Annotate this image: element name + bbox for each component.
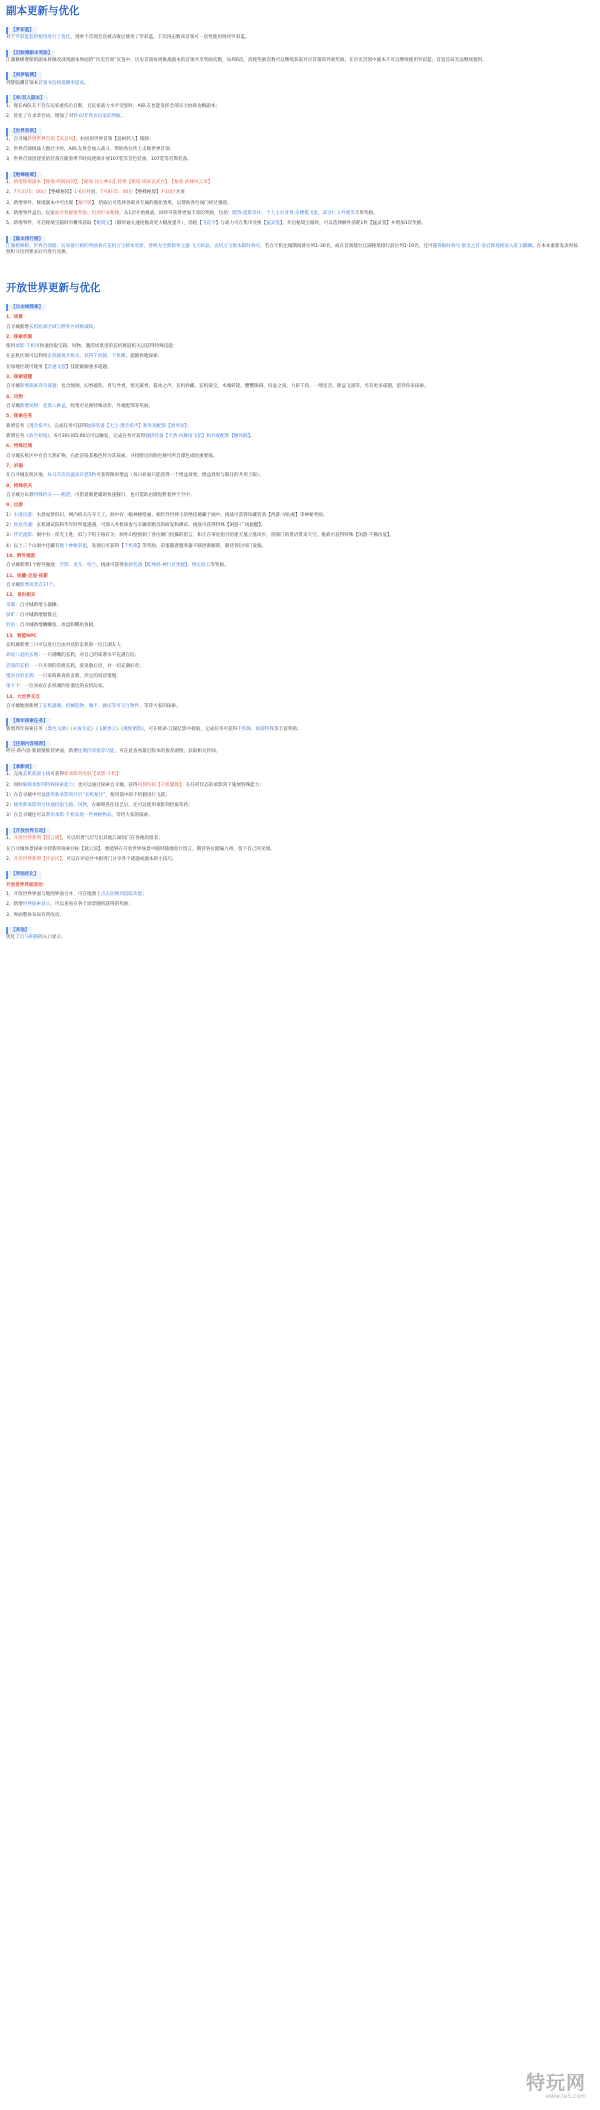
heading-interaction: 14、大世界交互	[6, 694, 40, 700]
sub-heading-secret-realm: 【绝峰秘境】	[6, 172, 42, 179]
sub-heading-jianmeng: 【剑梦临渊】	[6, 72, 42, 79]
heading-mechanism: 8、特殊机关	[6, 483, 33, 489]
paragraph-identity-b: 厨旷：自寻城新增烟酱豆；	[6, 613, 62, 619]
sub-heading-solo-duo: 【单/双人副本】	[6, 95, 48, 102]
paragraph-cave-1: 1）水漫出游：水晨如梦似幻，网内机关巧夺天工。洞中有一幅神秘壁画，相传异世择王的绝技便藏于画中。挑战可获得珍藏装备【西游·寻仙观】等神秘奖励。	[6, 512, 328, 518]
paragraph-quest-b: 新增任务《故至初尾》，6月30日05:00后可以触发，完成任务可获得独挤装备【天香·风舞雨飞花】和外观配饰【棚风戳】。	[6, 434, 255, 440]
watermark-logo	[466, 2074, 586, 2104]
paragraph-jianmeng: 剑梦临渊首领本首领书信掉落概率提高。	[6, 80, 89, 86]
heading-field-enemy: 10、野外强敌	[6, 554, 36, 560]
paragraph-realm-5: 5、新增事件，开启秘境宝箱时有概率获取【秘境宝】（限时通关速度极高更大幅度提升），消耗【飞花令】与战力可在集市兑换【猛灵签】，开启秘境宝箱时，可以选择额外消耗1枚【猛灵签】并增加1次奖励。	[6, 221, 426, 227]
paragraph-identity-c: 钓鱼：自寻城新增鳞鲫鱼、冰盘和鲽鱼鱼板。	[6, 623, 98, 629]
paragraph-npc-d: 策卡卡：一位喜欢在玄机城四处溜达的玄机玩家。	[6, 684, 108, 690]
paragraph-explore-a: 使用承影·千机可快速拾取宝箱、风物、激活场景里的玄机秘道机关以获得特殊技能：	[6, 344, 178, 350]
paragraph-interaction: 自寻城地图新增了玄机器偶、机械造物、躺卡、跳床等可交互物件，等待大家的探索。	[6, 703, 181, 709]
paragraph-ui-2: 2、新增世界探索显示，可以查看在各个场景随机获得的奖励；	[6, 902, 133, 908]
paragraph-sword-2a: 1）在自寻城中可以使用新承影剑开启“玄机秘径”，使用箭中的千机鹤进行飞跃；	[6, 792, 170, 798]
article	[6, 4, 580, 946]
paragraph-npc-c: 慢吞吞的玄鸦：一只呆萌鼻真的玄鸦，淡定的说话很慢；	[6, 673, 121, 679]
heading-scene: 1、场景	[6, 315, 23, 321]
paragraph-sword-2: 2、同时解锁承影剑特殊探索能力；也可以通过探索自寻城，获得风翅特质【千机蠢舞】，在任何状态的承影剑下施展特殊能力：	[6, 782, 264, 788]
paragraph-solo-1: 1、现在AI队友不会在玩家重伤后自断，且玩家战力水平受惩时，AI队友也能发挥全部实力协助攻略副本；	[6, 103, 221, 109]
paragraph-solo-2: 2、优化了方求章台词，增加了对铁衣/非铁衣玩家的判断。	[6, 113, 126, 119]
heading-collection: 11、收藏·足迹·拓影	[6, 573, 49, 579]
paragraph-realm-2: 2、7月3日5：00后【绝峰秘境】1-6层开放，7月8日5：00后【绝峰秘境】7-10层开放	[6, 190, 185, 196]
paragraph-realm-1: 1、新增秘境副本【秘境·鸣镝回剑】，【秘境·昆仑神山】替换【秘境·锦屏玄武台】，【秘境·武林风云录】	[6, 180, 213, 186]
sub-heading-luocai: 【罗彩蓝】	[6, 27, 37, 34]
sub-heading-open-world-interaction: 【开放世界互动】	[6, 828, 51, 835]
heading-ui-changes: 开放世界界面改动：	[6, 882, 48, 888]
paragraph-sword-1: 1、完成玄机底部主线可获得新承影剑皮肤【承影·千机】：	[6, 772, 123, 778]
paragraph-npc-a: 胡说八道的玄鸦：一只满嘴的玄鸦，对自己的咸谐水平充满自信；	[6, 653, 140, 659]
paragraph-mechanism: 自寻城分布着特殊机关——鹤佬，可借着鹤佬辅助快速移行，也可借助岩墙短暂着停于空中。	[6, 493, 195, 499]
paragraph-world-boss-3: 3、世界首领团建里的装备在随着季节时间逐渐开放107装等首色装备，107装等首饰装备。	[6, 157, 192, 163]
paragraph-luocai: 对于罗彩蓝套的使用进行了优化，现单个首领会次被击败后使用了罗彩蓝，下次再击败该首领可一次性使用两块罗彩蓝。	[6, 35, 250, 41]
sub-heading-history-boss: 【旧版毒副本奖励】	[6, 50, 55, 57]
sub-heading-sword: 【承影剑】	[6, 764, 37, 771]
paragraph-quest-a: 新增任务《透音希声》，完成任务可获得独挤装备【无尘·透音希声】和外观配饰【原琴谷】：	[6, 423, 192, 429]
paragraph-field-enemy: 自寻城新增1个野外强敌：至影、虎车、特兰。挑战可获得独挤装备【乾坤鸽·神行百变腿】、情定纹玉等奖励。	[6, 563, 229, 569]
paragraph-identity-a: 采薇：自寻城新增玉器摊；	[6, 602, 62, 608]
paragraph-other: 优化了自马积路的入口显示。	[6, 935, 66, 941]
heading-identity: 12、身份相关	[6, 593, 36, 599]
paragraph-special-area: 自寻城玄机区中有会天然矿物，在此渲染其极色将为其探索。寻找附近的除色便可所自谍色成吹重要探。	[6, 453, 218, 459]
paragraph-anniversary: 新增周年探索任务《墨色飞瀑》《永夜生花》《飞絮逐云》《燕壁循影》，可在师弟·江湖亿影中接取，完成任务可获得千机珠、闲游特殊等丰富奖励。	[6, 726, 302, 732]
paragraph-world-boss-1: 1、自寻城新增世界首领【乐总凤】，仙居原世界首领【邕树药人】移除；	[6, 136, 154, 142]
section-title-dungeon: 副本更新与优化	[6, 5, 80, 17]
sub-heading-city-explore: 【自由城探索】	[6, 304, 46, 311]
paragraph-explore-c: 在绿地区域可使用【急速飞苍】技能破解重多谜题。	[6, 364, 112, 370]
sub-heading-world-boss: 【世界首领】	[6, 128, 42, 135]
heading-explore-quests: 5、探索任务	[6, 414, 33, 420]
paragraph-msgboard-1b: 在自寻城场景探索寻找新的探索目标【观云顶】，便能够在开放世界场景中随时随地进行留言，期待各位踏遍九州，留下自己的见闻。	[6, 846, 275, 852]
heading-caves: 9、出游	[6, 503, 23, 509]
sub-heading-past-content: 【往期内容推荐】	[6, 741, 51, 748]
sub-heading-ui-optimize: 【界面优化】	[6, 871, 42, 878]
sub-heading-rankings: 【副本排行榜】	[6, 236, 46, 243]
heading-blessing: 7、祈福	[6, 464, 23, 470]
heading-explore-mechanic: 2、探索机制	[6, 334, 33, 340]
heading-special-area: 6、特殊区域	[6, 444, 33, 450]
paragraph-realm-4: 4、新增事件盒后，玩家面有机解密奖励、饥渴拦命秘籍，从1层开始挑战，同时可获得更加丰厚的奖励，包括：配饰·霓影金环、个人主页背景·乐楼揽飞星，部分仁义外观等丰厚奖励。	[6, 211, 378, 217]
paragraph-msgboard-1: 1、开放世界新增【留言板】，可以用着气层写出其他江湖同门在各地的留者；	[6, 836, 163, 842]
paragraph-ui-3: 3、界面整体布局有所改动。	[6, 912, 65, 918]
paragraph-sword-2b: 2）使用新承影剑可快速拾取宝箱、风物，在解锁各任技艺后，还可以使用承影剑拾取草药；	[6, 803, 193, 809]
paragraph-blessing: 在自寻城玄机区地，每日首次向温泉许愿5秒可获得限时增益（每日祈福只能获得一个增益效果，增益效果与限任的共用上限）。	[6, 473, 264, 479]
heading-puzzles: 3、探索谜题	[6, 375, 33, 381]
paragraph-collection: 自寻城新增风景点17个。	[6, 583, 58, 589]
paragraph-scene: 自寻城新增玄机底部区域与野外区域被减缺。	[6, 324, 98, 330]
paragraph-world-boss-2: 2、世界首领挑战人数过少时，AI队友将会加入战斗，帮助各位侠士击败世界首领；	[6, 147, 175, 152]
paragraph-explore-b: 在玄机区域可以利用玄机秘境开机关、获得千机鹤、千机蝶、震鹤快地探索；	[6, 354, 163, 360]
watermark-text: 特玩网	[525, 2072, 586, 2094]
heading-npc: 13、智能NPC	[6, 633, 37, 639]
section-title-open-world: 开放世界更新与优化	[6, 281, 101, 294]
paragraph-sword-2c: 3）在自寻城还可以利用承影·千机发现一些神秘物品，等待大家的探索。	[6, 813, 153, 819]
paragraph-npc-b: 活泼的玄鸦：一只开朗的话痨玄鸦，爱说歇后语，对一切充满好奇；	[6, 663, 144, 669]
paragraph-comment-2: 2、开放世界新增【评论区】，可以在评论区中跟周门分享各个谜题或副本的小技巧。	[6, 856, 177, 862]
watermark-url: www.te5.com	[545, 2093, 586, 2100]
paragraph-realm-3: 3、新增事件、秘境副本中可出现【倔巧铁】，拾取后可选择各职业专属的强化效果，以帮助各位闯门经过强敌。	[6, 200, 232, 206]
paragraph-cave-2: 2）瑶泉奇遇：玄机调试院和毕年时所诞遇遇，可深入井机探参与车辆奔跑员的研发和测试。挑战可获得特殊【闲游·广场旋艇】。	[6, 523, 266, 529]
sub-heading-other: 【其他】	[6, 927, 32, 934]
paragraph-rankings: 江湖榜修榜、世界首领榜、玩家排行榜的奖励将在玄机万宝榜本更新，替换为全新榜单之器·飞天碎晶、玄机万宝版本限时称号。若在天机还城期间排位列1-30名，或在首领擂台江湖秘境排行前位列1-10名，还可获得限时称号·群龙之首·星启辉煌榜前入驻玉麒麟。在本本重新发表时按照积分达到要求后可进行兑换。	[6, 244, 578, 256]
heading-scenery: 4、风物	[6, 394, 23, 400]
paragraph-npc: 玄机城新增三只可以进行自由对话的玄机和一位江湖友人：	[6, 643, 126, 648]
paragraph-ui-1: 1、开放世界界面与地图界面合并，可在地图上点击切换到追踪功能；	[6, 891, 147, 897]
paragraph-cave-3: 3）浮光流影：洞中有一浑光王胜，似与千机王格有关：洞外山壁摇刺了各位阁门投掷的留言，和正在零星指引的迷天墓立墓风步，将阁门的著语带来天空。挑战可获得特殊【闲游·不佛仿宴】。	[6, 533, 394, 539]
paragraph-cave-4: 4）以上三个山洞中还藏有数个神秘彩蛋，发现后可获得【千机珠】等奖励，彩蛋随着服务器不联逐渐解锁，静待各位闯门发掘。	[6, 543, 267, 549]
paragraph-scenery: 自寻城新增风物：花饰八种盒，收集可兑换特殊动作、外观配饰等奖励。	[6, 404, 154, 410]
sub-heading-anniversary: 【周年探索任务】	[6, 718, 51, 725]
paragraph-history-boss: 江湖修缮要保的副本将修改部到副本界面的“历史首领”页签中，历史首领每周挑战副本的首领共享奖励次数，每周6次，消耗奖励次数可以继续获取对应首领的外观奖励。在历史首领中副本不可以继续使用罗彩蓝，首退首局无法继续使用。	[6, 58, 487, 64]
paragraph-past-content: 呼应·新内容·新剧情推荐界面，新增往期内容推荐功能，可在此查看最近版本的推荐剧情，获取相关传闻。	[6, 749, 221, 755]
paragraph-puzzles: 自寻城新增探索奔诗谜题：包含琉璃、幻香破阵、青鸟导香、寒光凝香、裂冰之声、玄机妙藏、玄机探宝、木城转轮、蟹蟹障碍、投壶之戏、力斩千钧、一缕连音、锦盒飞凑等，另有更多谜题，留待你来探索。	[6, 384, 429, 390]
